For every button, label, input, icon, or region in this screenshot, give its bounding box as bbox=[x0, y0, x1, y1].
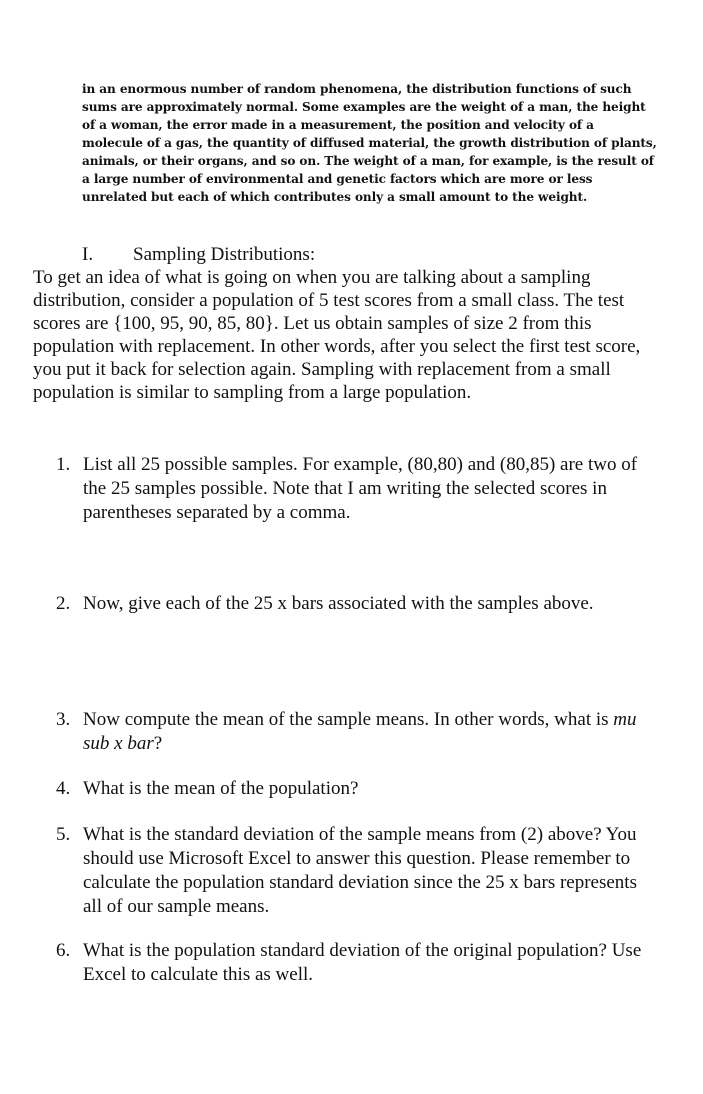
question-text-part: Now compute the mean of the sample means. In other words, what is bbox=[83, 709, 614, 730]
intro-paragraph: To get an idea of what is going on when you are talking about a sampling distribution, consider a population of 5 test scores from a small class. The test scores are {100, 95, 90, 85, 80}. Let us obtain samples of size 2 from this population with replacement. In other words, after you select the first test score, you put it back for selection again. Sampling with replacement from a small population is similar to sampling from a large population. bbox=[33, 267, 641, 404]
question-2 bbox=[56, 592, 656, 616]
question-text-end: ? bbox=[153, 733, 163, 754]
question-number: 4. bbox=[56, 778, 71, 799]
question-text: What is the mean of the population? bbox=[83, 778, 359, 799]
question-1 bbox=[56, 453, 656, 525]
question-text: What is the standard deviation of the sample means from (2) above? You should use Microsoft Excel to answer this question. Please remember to calculate the population standard deviation since the 25 x bars represents all of our sample means. bbox=[83, 824, 637, 917]
question-number: 2. bbox=[56, 593, 71, 614]
section-numeral: I. bbox=[82, 244, 94, 265]
question-text: What is the population standard deviation of the original population? Use Excel to calculate this as well. bbox=[83, 940, 642, 985]
question-3 bbox=[56, 708, 656, 756]
question-text: Now, give each of the 25 x bars associated with the samples above. bbox=[83, 593, 594, 614]
mu-sub-x-bar-term: mu sub x bar bbox=[83, 709, 637, 754]
question-number: 5. bbox=[56, 824, 71, 845]
question-number: 6. bbox=[56, 940, 71, 961]
quote-paragraph: in an enormous number of random phenomena, the distribution functions of such sums are approximately normal. Some examples are the weight of a man, the height of a woman, the error made in a measurement, the position and velocity of a molecule of a gas, the quantity of diffused material, the growth distribution of plants, animals, or their organs, and so on. The weight of a man, for example, is the result of a large number of environmental and genetic factors which are more or less unrelated but each of which contributes only a small amount to the weight. bbox=[82, 82, 657, 204]
section-heading bbox=[82, 243, 315, 267]
question-number: 1. bbox=[56, 454, 71, 475]
question-6 bbox=[56, 939, 656, 987]
section-title: Sampling Distributions: bbox=[133, 244, 316, 265]
question-5 bbox=[56, 823, 656, 919]
question-text: List all 25 possible samples. For example, (80,80) and (80,85) are two of the 25 samples possible. Note that I am writing the selected scores in parentheses separated by a comma. bbox=[83, 454, 638, 523]
question-text bbox=[83, 708, 656, 756]
question-4 bbox=[56, 777, 656, 801]
question-number: 3. bbox=[56, 709, 71, 730]
